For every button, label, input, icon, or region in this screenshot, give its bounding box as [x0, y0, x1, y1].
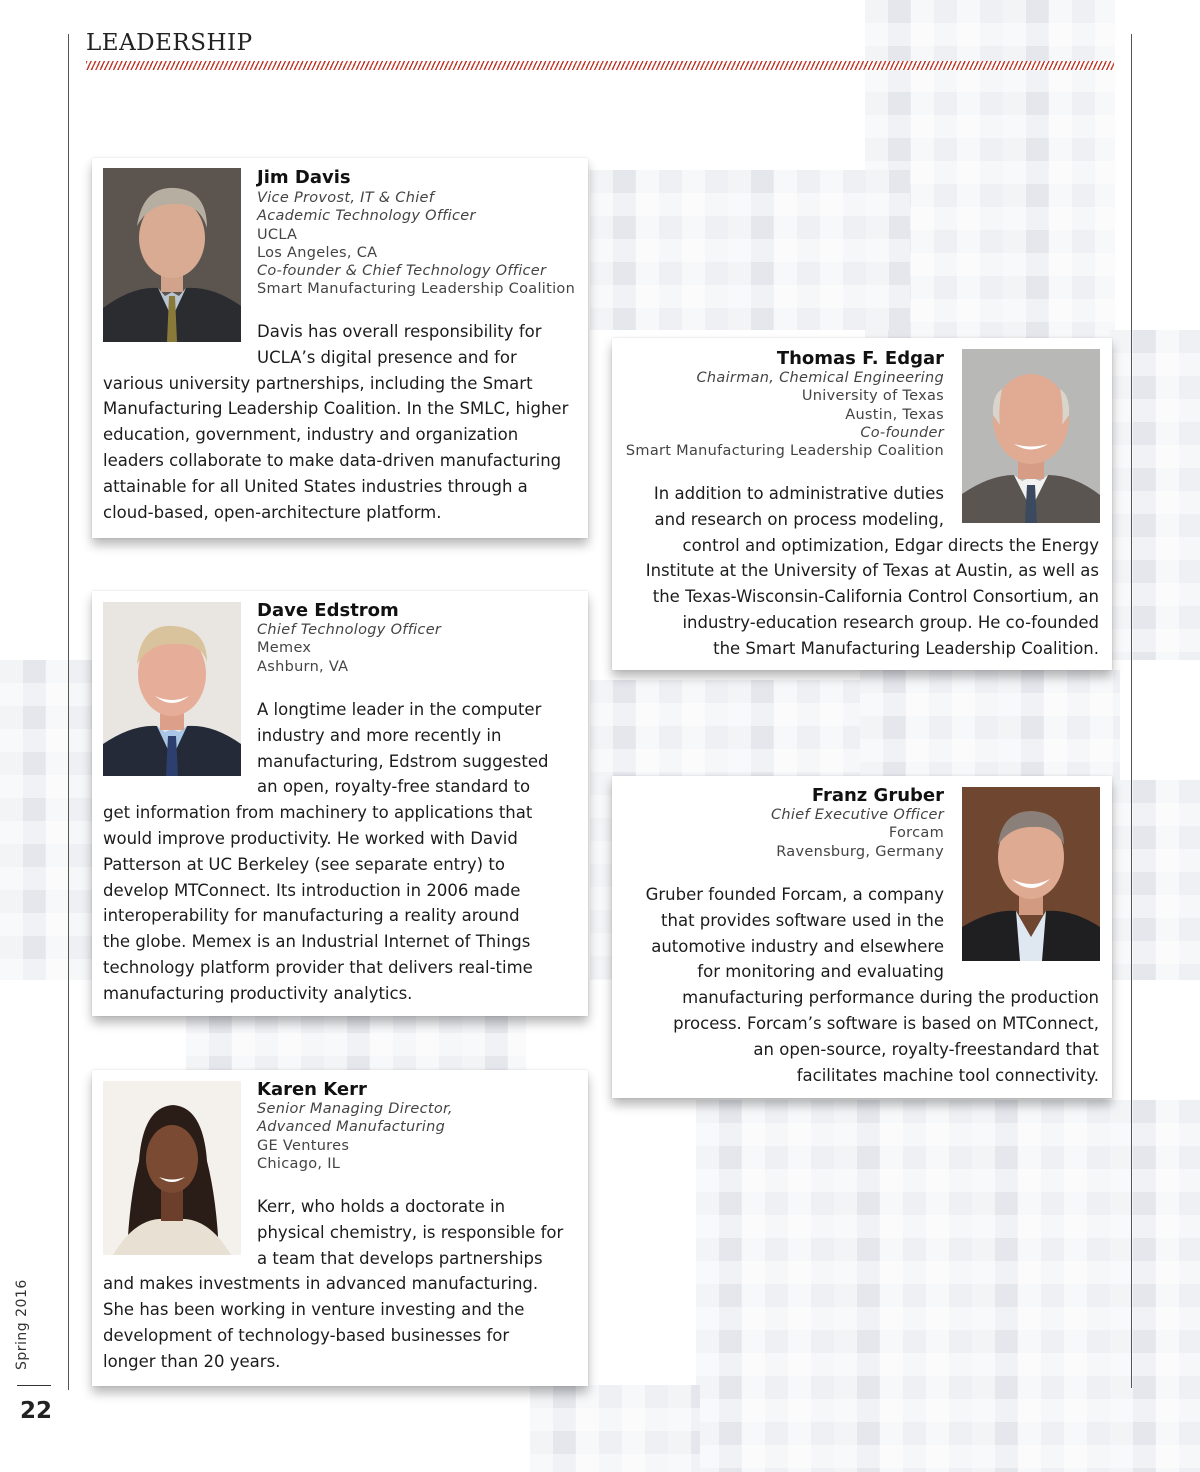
- bio-line: In addition to administrative duties: [653, 484, 944, 503]
- right-margin-rule: [1131, 34, 1132, 1388]
- bio-line: would improve productivity. He worked with David: [103, 828, 518, 848]
- bio-line: industry-education research group. He co-founded: [682, 612, 1099, 632]
- bio-line: manufacturing performance during the production: [682, 988, 1099, 1008]
- profile-name-edstrom: Dave Edstrom: [257, 600, 399, 621]
- background-mosaic: [860, 670, 1120, 780]
- bio-line: attainable for all United States industries through a: [103, 476, 528, 496]
- background-mosaic: [590, 170, 910, 330]
- bio-line: manufacturing, Edstrom suggested: [257, 751, 549, 771]
- left-margin-rule: [68, 34, 69, 1390]
- bio-line: cloud-based, open-architecture platform.: [103, 502, 442, 522]
- profile-location: Austin, Texas: [845, 406, 944, 423]
- background-mosaic: [0, 660, 100, 980]
- profile-organization: Smart Manufacturing Leadership Coalition: [257, 281, 576, 298]
- profile-location: Ravensburg, Germany: [776, 843, 944, 860]
- profile-title-line: Advanced Manufacturing: [257, 1119, 446, 1136]
- profile-location: Los Angeles, CA: [257, 244, 378, 261]
- bio-line: Manufacturing Leadership Coalition. In the SMLC, higher: [103, 399, 569, 419]
- profile-info-edgar: [626, 369, 944, 460]
- profile-organization: Memex: [257, 640, 312, 657]
- bio-line: technology platform provider that delivers real-time: [103, 957, 533, 977]
- bio-line: the Texas-Wisconsin-California Control Consortium, an: [652, 587, 1099, 607]
- profile-title-line: Chairman, Chemical Engineering: [696, 370, 944, 386]
- bio-line: leaders collaborate to make data-driven manufacturing: [103, 450, 562, 470]
- profile-info-edstrom: [257, 621, 441, 676]
- bio-line: A longtime leader in the computer: [257, 700, 542, 719]
- bio-line: that provides software used in the: [661, 910, 944, 930]
- profile-name-gruber: Franz Gruber: [811, 785, 944, 806]
- profile-name-edgar: Thomas F. Edgar: [776, 348, 944, 369]
- background-mosaic: [696, 1100, 1200, 1472]
- profile-info-davis: [257, 189, 575, 299]
- bio-line: She has been working in venture investing and the: [103, 1300, 525, 1320]
- bio-line: interoperability for manufacturing a reality around: [103, 906, 520, 926]
- bio-line: physical chemistry, is responsible for: [257, 1222, 564, 1242]
- profile-title-line: Co-founder: [860, 424, 944, 441]
- bio-line: an open-source, royalty-freestandard that: [753, 1039, 1099, 1059]
- profile-bio-edgar: [646, 481, 1099, 662]
- issue-season: Spring 2016: [14, 1279, 30, 1370]
- bio-line: Kerr, who holds a doctorate in: [257, 1197, 506, 1216]
- bio-line: and makes investments in advanced manufacturing.: [103, 1274, 539, 1294]
- profile-name-kerr: Karen Kerr: [257, 1079, 367, 1100]
- bio-line: develop MTConnect. Its introduction in 2006 made: [103, 880, 521, 900]
- profile-organization: University of Texas: [801, 388, 944, 405]
- red-hatch-rule: [86, 61, 1114, 70]
- profile-title-line: Senior Managing Director,: [257, 1101, 453, 1117]
- profile-title-line: Chief Technology Officer: [257, 622, 442, 638]
- bio-line: a team that develops partnerships: [257, 1248, 543, 1268]
- bio-line: process. Forcam’s software is based on MTConnect,: [673, 1013, 1099, 1033]
- profile-bio-gruber: [646, 882, 1099, 1088]
- profile-name-davis: Jim Davis: [257, 167, 351, 188]
- profile-bio-davis: [103, 319, 568, 525]
- profile-organization: GE Ventures: [257, 1137, 350, 1154]
- profile-location: Ashburn, VA: [257, 658, 349, 675]
- bio-line: various university partnerships, including the Smart: [103, 373, 533, 393]
- bio-line: manufacturing productivity analytics.: [103, 983, 413, 1003]
- bio-line: an open, royalty-free standard to: [257, 777, 531, 797]
- bio-line: automotive industry and elsewhere: [651, 936, 944, 956]
- background-mosaic: [530, 1385, 700, 1472]
- profile-bio-kerr: [103, 1194, 563, 1375]
- bio-line: Patterson at UC Berkeley (see separate entry) to: [103, 854, 505, 874]
- bio-line: development of technology-based businesses for: [103, 1325, 510, 1345]
- background-mosaic: [1110, 780, 1200, 980]
- bio-line: Institute at the University of Texas at Austin, as well as: [645, 561, 1099, 581]
- bio-line: industry and more recently in: [257, 725, 502, 745]
- bio-line: Gruber founded Forcam, a company: [645, 885, 944, 904]
- profile-bio-edstrom: [103, 697, 548, 1007]
- background-mosaic: [1110, 330, 1200, 660]
- profile-title-line: Chief Executive Officer: [770, 807, 944, 823]
- profile-title-line: Vice Provost, IT & Chief: [257, 190, 435, 206]
- bio-line: and research on process modeling,: [654, 509, 944, 529]
- profile-location: Chicago, IL: [257, 1155, 341, 1172]
- footer-rule: [17, 1385, 51, 1386]
- profile-organization: UCLA: [257, 226, 298, 243]
- bio-line: education, government, industry and organization: [103, 425, 519, 445]
- bio-line: Davis has overall responsibility for: [257, 322, 542, 341]
- page-number: 22: [20, 1398, 53, 1424]
- profile-info-kerr: [257, 1100, 453, 1173]
- bio-line: control and optimization, Edgar directs the Energy: [682, 535, 1099, 555]
- bio-line: longer than 20 years.: [103, 1351, 281, 1371]
- bio-line: the Smart Manufacturing Leadership Coalition.: [713, 638, 1099, 658]
- bio-line: for monitoring and evaluating: [697, 962, 944, 982]
- bio-line: the globe. Memex is an Industrial Internet of Things: [103, 932, 531, 952]
- profile-organization: Smart Manufacturing Leadership Coalition: [625, 443, 944, 460]
- background-mosaic: [186, 1010, 526, 1070]
- bio-line: UCLA’s digital presence and for: [257, 347, 517, 367]
- portrait-photo-davis: [103, 168, 241, 342]
- profile-info-gruber: [771, 806, 944, 861]
- bio-line: get information from machinery to applications that: [103, 803, 533, 823]
- profile-title-line: Co-founder & Chief Technology Officer: [257, 263, 547, 280]
- section-title: LEADERSHIP: [86, 30, 253, 56]
- profile-title-line: Academic Technology Officer: [257, 208, 476, 225]
- bio-line: facilitates machine tool connectivity.: [796, 1065, 1099, 1085]
- profile-organization: Forcam: [888, 825, 944, 842]
